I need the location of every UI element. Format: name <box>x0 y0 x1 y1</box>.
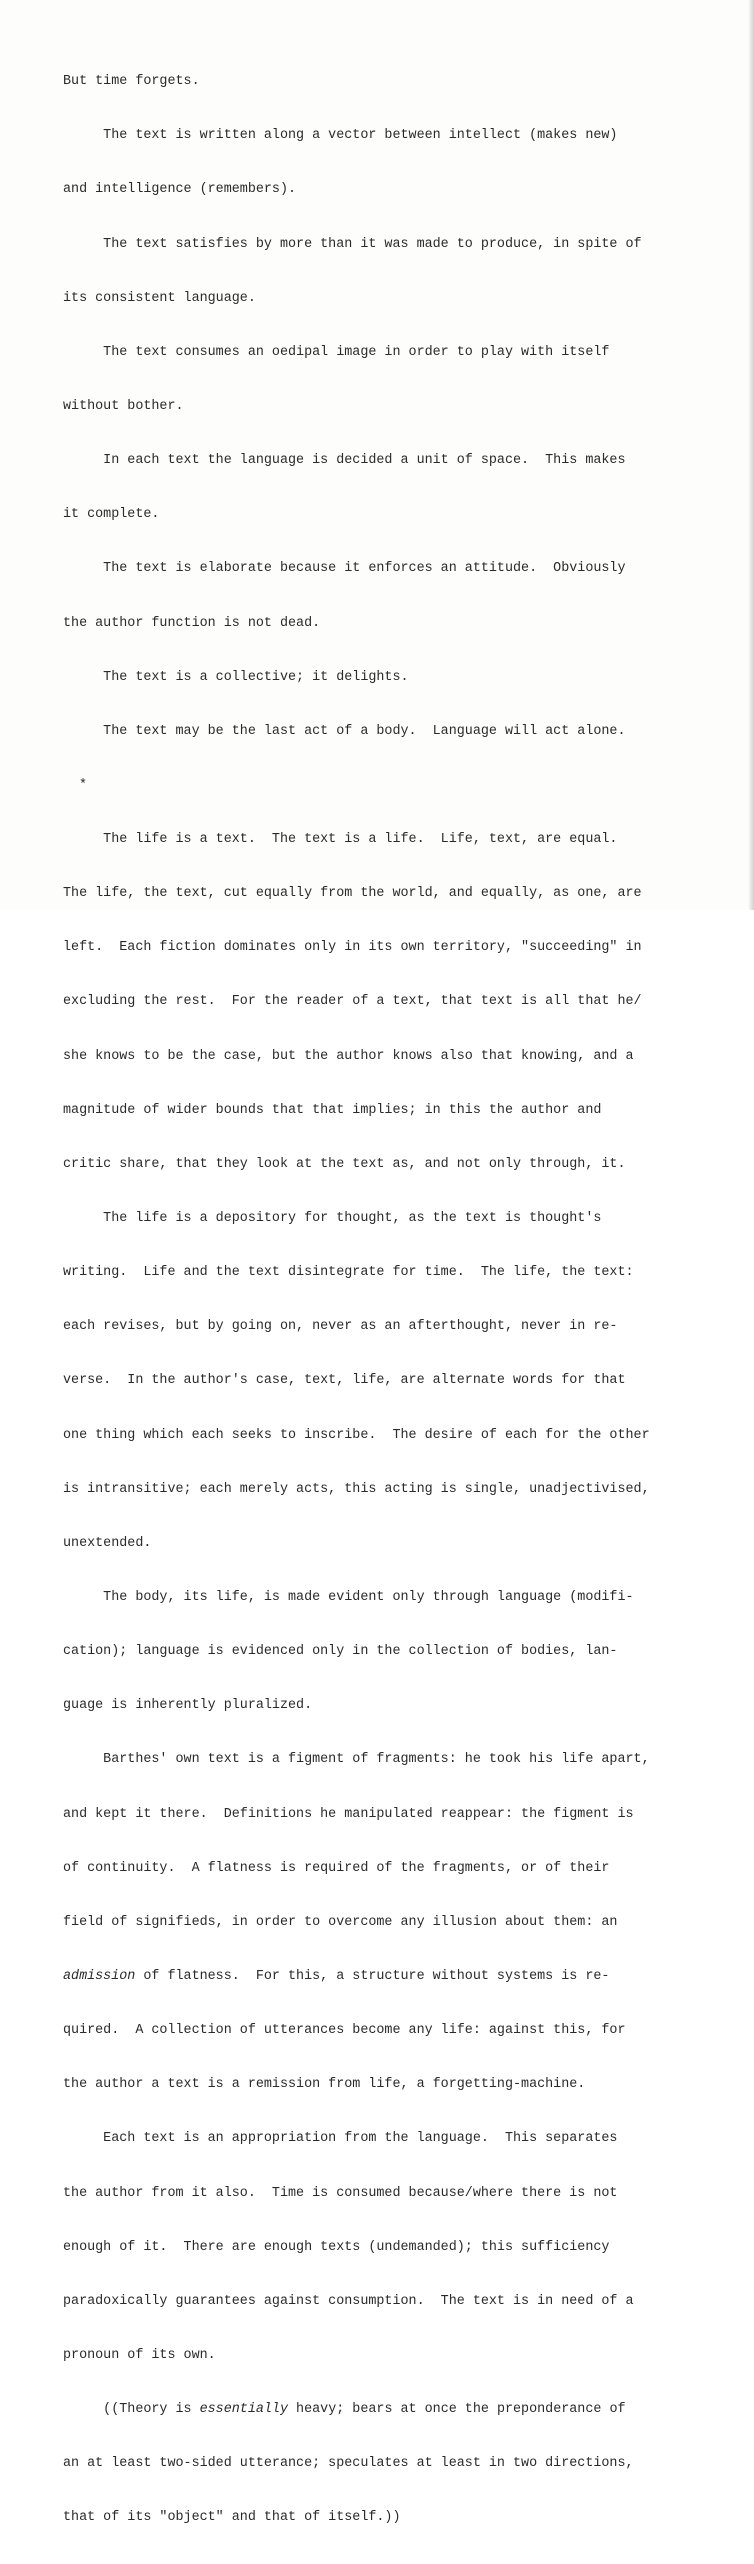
text-line: cation); language is evidenced only in the collection of bodies, lan- <box>63 1644 618 1660</box>
text-line: field of signifieds, in order to overcome any illusion about them: an <box>63 1914 618 1930</box>
text-line: The text may be the last act of a body. Language will act alone. <box>63 723 626 739</box>
text-line: The life is a depository for thought, as the text is thought's <box>63 1211 602 1227</box>
text-line: The text is written along a vector between intellect (makes new) <box>63 128 618 144</box>
document-body <box>63 37 733 2564</box>
text-line: of continuity. A flatness is required of the fragments, or of their <box>63 1860 610 1876</box>
text-line: that of its "object" and that of itself.)) <box>63 2510 401 2526</box>
text-line: an at least two-sided utterance; speculates at least in two directions, <box>63 2456 634 2472</box>
text-line: The text satisfies by more than it was made to produce, in spite of <box>63 236 642 252</box>
text-line: it complete. <box>63 507 160 523</box>
text-line: its consistent language. <box>63 290 256 306</box>
text-line: Barthes' own text is a figment of fragments: he took his life apart, <box>63 1752 650 1768</box>
text-line: paradoxically guarantees against consumption. The text is in need of a <box>63 2293 634 2309</box>
text-line: and kept it there. Definitions he manipulated reappear: the figment is <box>63 1806 634 1822</box>
text-line: The text is elaborate because it enforces an attitude. Obviously <box>63 561 626 577</box>
text-line: is intransitive; each merely acts, this acting is single, unadjectivised, <box>63 1481 650 1497</box>
text-line: critic share, that they look at the text as, and not only through, it. <box>63 1156 626 1172</box>
text-line: quired. A collection of utterances become any life: against this, for <box>63 2023 626 2039</box>
text-line: guage is inherently pluralized. <box>63 1698 313 1714</box>
italic-word: admission <box>63 1969 136 1985</box>
text-line: The life is a text. The text is a life. Life, text, are equal. <box>63 832 618 848</box>
text-line: enough of it. There are enough texts (undemanded); this sufficiency <box>63 2239 610 2255</box>
text-line: left. Each fiction dominates only in its own territory, "succeeding" in <box>63 940 642 956</box>
text-line: one thing which each seeks to inscribe. The desire of each for the other <box>63 1427 650 1443</box>
italic-word: essentially <box>199 2402 289 2418</box>
text-line: The text is a collective; it delights. <box>63 669 409 685</box>
text-line: The body, its life, is made evident only through language (modifi- <box>63 1590 634 1606</box>
text-line: the author function is not dead. <box>63 615 321 631</box>
text-line: magnitude of wider bounds that that implies; in this the author and <box>63 1102 602 1118</box>
text-line: the author from it also. Time is consumed because/where there is not <box>63 2185 618 2201</box>
text-line: the author a text is a remission from life, a forgetting-machine. <box>63 2077 586 2093</box>
text-segment: heavy; bears at once the preponderance of <box>288 2402 626 2418</box>
text-line: unextended. <box>63 1535 152 1551</box>
text-line: But time forgets. <box>63 74 200 90</box>
text-line: without bother. <box>63 398 184 414</box>
text-line: Each text is an appropriation from the language. This separates <box>63 2131 618 2147</box>
section-asterisk: * <box>79 777 88 793</box>
text-segment: of flatness. For this, a structure without systems is re- <box>135 1969 610 1985</box>
text-line-with-italic <box>63 2401 733 2419</box>
text-line: verse. In the author's case, text, life, are alternate words for that <box>63 1373 626 1389</box>
text-line: writing. Life and the text disintegrate for time. The life, the text: <box>63 1265 634 1281</box>
text-line: The text consumes an oedipal image in order to play with itself <box>63 344 610 360</box>
text-line: The life, the text, cut equally from the world, and equally, as one, are <box>63 886 642 902</box>
text-segment: ((Theory is <box>63 2402 200 2418</box>
text-line: excluding the rest. For the reader of a text, that text is all that he/ <box>63 994 642 1010</box>
text-line: she knows to be the case, but the author knows also that knowing, and a <box>63 1048 634 1064</box>
text-line: In each text the language is decided a unit of space. This makes <box>63 453 626 469</box>
text-line-with-italic <box>63 1968 733 1986</box>
text-line: each revises, but by going on, never as an afterthought, never in re- <box>63 1319 618 1335</box>
text-line: pronoun of its own. <box>63 2348 216 2363</box>
text-line: and intelligence (remembers). <box>63 182 297 198</box>
page-edge-shadow <box>748 0 754 910</box>
